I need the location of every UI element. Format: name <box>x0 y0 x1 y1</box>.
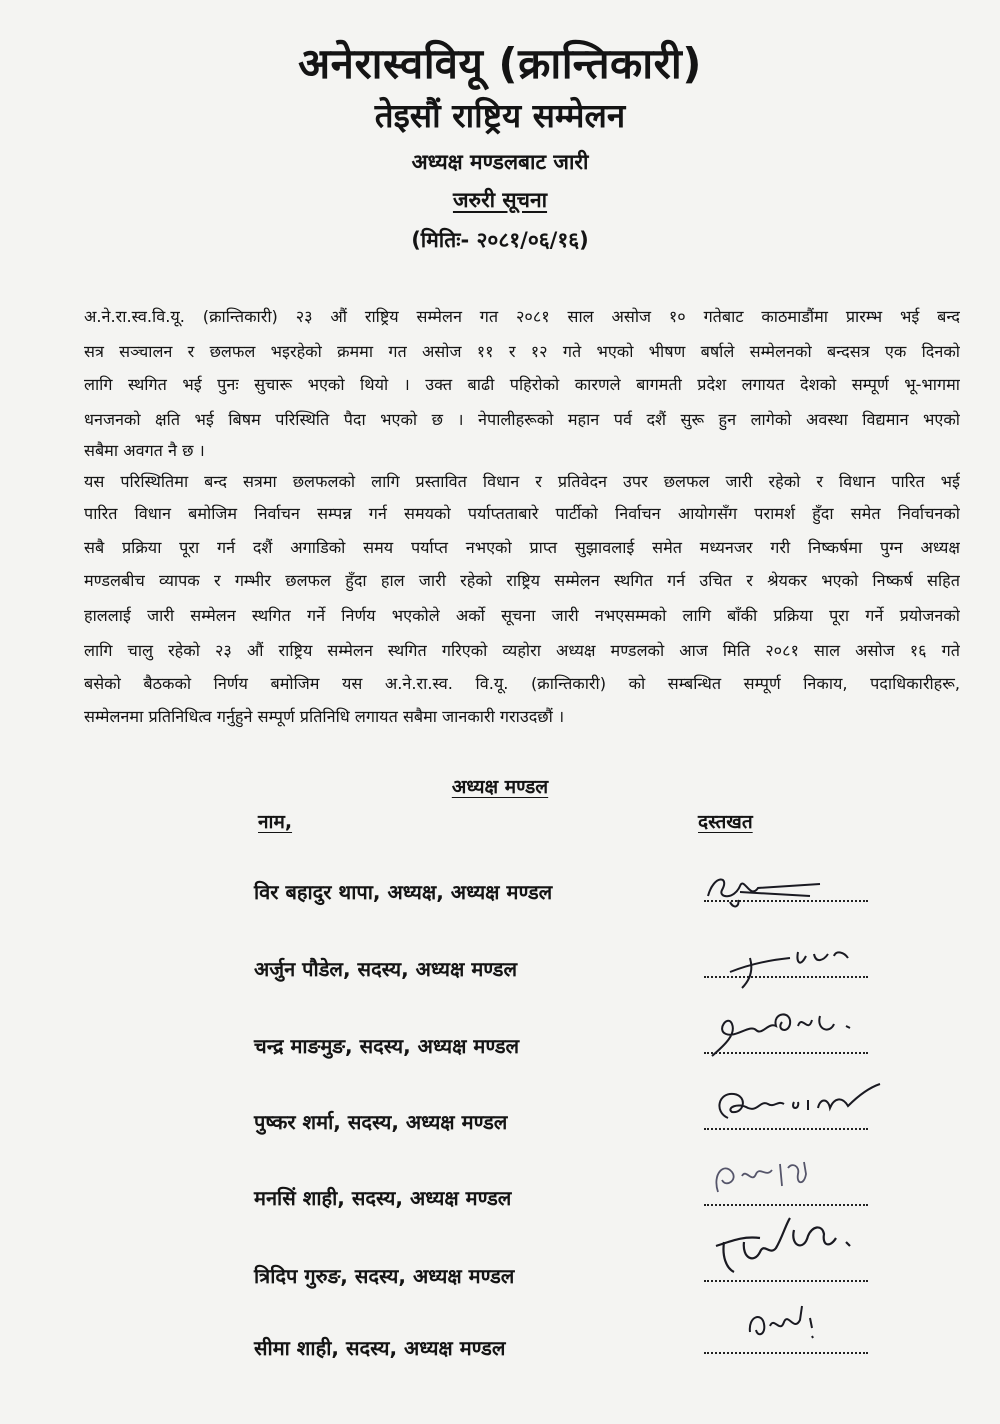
body-line: हाललाई जारी सम्मेलन स्थगित गर्ने निर्णय भएकोले अर्को सूचना जारी नभएसम्मको लागि बाँकी प्रक्रिया पूरा गर्ने प्रयोजनको <box>84 606 960 625</box>
body-line: पारित विधान बमोजिम निर्वाचन सम्पन्न गर्न समयको पर्याप्तताबारे पार्टीको निर्वाचन आयोगसँग परामर्श हुँदा समेत निर्वाचनको <box>84 504 960 523</box>
document-date: (मितिः- २०८१/०६/१६) <box>411 228 589 252</box>
member-name: मनसिं शाही, सदस्य, अध्यक्ष मण्डल <box>254 1186 512 1210</box>
signature-mark <box>700 866 830 916</box>
board-heading-text: अध्यक्ष मण्डल <box>451 776 549 798</box>
name-column-header: नाम, <box>258 811 293 833</box>
body-line: सत्र सञ्चालन र छलफल भइरहेको क्रममा गत असोज ११ र १२ गते भएको भीषण बर्षाले सम्मेलनको बन्दसत्र एक दिनको <box>84 342 960 361</box>
member-name: त्रिदिप गुरुङ, सदस्य, अध्यक्ष मण्डल <box>254 1264 515 1288</box>
member-name: अर्जुन पौडेल, सदस्य, अध्यक्ष मण्डल <box>254 957 518 981</box>
member-name: सीमा शाही, सदस्य, अध्यक्ष मण्डल <box>254 1336 506 1360</box>
signature-column-header: दस्तखत <box>698 811 753 833</box>
body-line: बसेको बैठकको निर्णय बमोजिम यस अ.ने.रा.स्व. वि.यू. (क्रान्तिकारी) को सम्बन्धित सम्पूर्ण निकाय, पदाधिकारीहरू, <box>84 674 960 693</box>
member-name: पुष्कर शर्मा, सदस्य, अध्यक्ष मण्डल <box>254 1110 508 1134</box>
body-line: मण्डलबीच व्यापक र गम्भीर छलफल हुँदा हाल जारी रहेको राष्ट्रिय सम्मेलन स्थगित गर्न उचित र श्रेयकर भएको निष्कर्ष सहित <box>84 571 960 590</box>
document-subtitle: तेइसौं राष्ट्रिय सम्मेलन <box>374 96 626 135</box>
notice-label <box>0 186 1000 214</box>
signature-mark <box>706 1154 826 1204</box>
body-line: धनजनको क्षति भई बिषम परिस्थिति पैदा भएको छ । नेपालीहरूको महान पर्व दशैं सुरू हुन लागेको अवस्था विद्यमान भएको <box>84 410 960 429</box>
signature-line <box>704 1204 868 1206</box>
member-name: विर बहादुर थापा, अध्यक्ष, अध्यक्ष मण्डल <box>254 880 553 904</box>
body-line: सम्मेलनमा प्रतिनिधित्व गर्नुहुने सम्पूर्ण प्रतिनिधि लगायत सबैमा जानकारी गराउदछौं । <box>84 707 565 726</box>
signature-mark <box>708 1078 888 1138</box>
document-title: अनेरास्ववियू (क्रान्तिकारी) <box>298 39 702 88</box>
signature-mark <box>720 942 860 992</box>
body-line: सबैमा अवगत नै छ । <box>84 441 205 460</box>
signature-mark <box>704 1212 864 1282</box>
body-line: अ.ने.रा.स्व.वि.यू. (क्रान्तिकारी) २३ औं राष्ट्रिय सम्मेलन गत २०८१ साल असोज १० गतेबाट काठमाडौंमा प्रारम्भ भई बन्द <box>84 307 960 326</box>
signature-mark <box>706 1004 866 1064</box>
body-line: यस परिस्थितिमा बन्द सत्रमा छलफलको लागि प्रस्तावित विधान र प्रतिवेदन उपर छलफल जारी रहेको र विधान पारित भई <box>84 472 960 491</box>
signature-line <box>704 1352 868 1354</box>
board-heading <box>0 773 1000 799</box>
notice-label-text: जरुरी सूचना <box>452 188 548 212</box>
body-line: लागि स्थगित भई पुनः सुचारू भएको थियो । उक्त बाढी पहिरोको कारणले बागमती प्रदेश लगायत देशको सम्पूर्ण भू-भागमा <box>84 375 960 394</box>
body-line: सबै प्रक्रिया पूरा गर्न दशैं अगाडिको समय पर्याप्त नभएको प्राप्त सुझावलाई समेत मध्यनजर गरी निष्कर्षमा पुग्न अध्यक्ष <box>84 538 960 557</box>
issuer-line: अध्यक्ष मण्डलबाट जारी <box>411 150 589 174</box>
body-line: लागि चालु रहेको २३ औं राष्ट्रिय सम्मेलन स्थगित गरिएको व्यहोरा अध्यक्ष मण्डलको आज मिति २०८१ साल असोज १६ गते <box>84 641 960 660</box>
signature-mark <box>740 1298 830 1348</box>
member-name: चन्द्र माङमुङ, सदस्य, अध्यक्ष मण्डल <box>254 1034 520 1058</box>
